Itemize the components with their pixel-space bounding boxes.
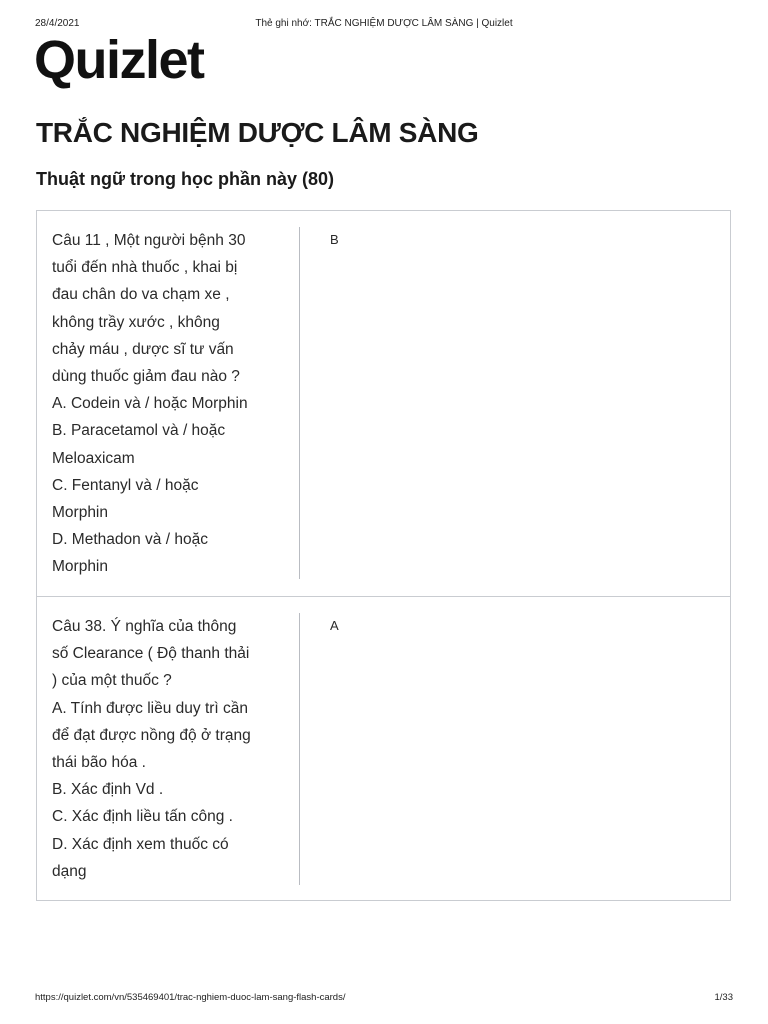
flashcard-row: [36, 210, 731, 597]
flashcard-definition: A: [330, 618, 339, 633]
card-divider: [299, 227, 300, 579]
flashcard-row: [36, 596, 731, 901]
flashcard-term: Câu 11 , Một người bệnh 30 tuổi đến nhà thuốc , khai bị đau chân do va chạm xe , không trầy xước , không chảy máu , dược sĩ tư vấn dùng thuốc giảm đau nào ? A. Codein và / hoặc Morphin B. Paracetamol và / hoặc Meloaxicam C. Fentanyl và / hoặc Morphin D. Methadon và / hoặc Morphin: [52, 232, 248, 576]
print-date: 28/4/2021: [35, 18, 80, 29]
print-footer: [35, 992, 733, 1006]
page-url: https://quizlet.com/vn/535469401/trac-nghiem-duoc-lam-sang-flash-cards/: [35, 992, 346, 1003]
quizlet-logo[interactable]: Quizlet: [34, 30, 204, 90]
page-number: 1/33: [714, 992, 733, 1003]
terms-count-heading: Thuật ngữ trong học phần này (80): [36, 169, 335, 189]
flashcard-definition: B: [330, 232, 339, 247]
card-divider: [299, 613, 300, 885]
flashcard-term: Câu 38. Ý nghĩa của thông số Clearance ( Độ thanh thải ) của một thuốc ? A. Tính được liều duy trì cần để đạt được nồng độ ở trạng thái bão hóa . B. Xác định Vd . C. Xác định liều tấn công . D. Xác định xem thuốc có dạng: [52, 618, 251, 880]
set-title: TRẮC NGHIỆM DƯỢC LÂM SÀNG: [36, 117, 479, 148]
print-document-title: Thẻ ghi nhớ: TRẮC NGHIỆM DƯỢC LÂM SÀNG | Quizlet: [255, 18, 513, 29]
